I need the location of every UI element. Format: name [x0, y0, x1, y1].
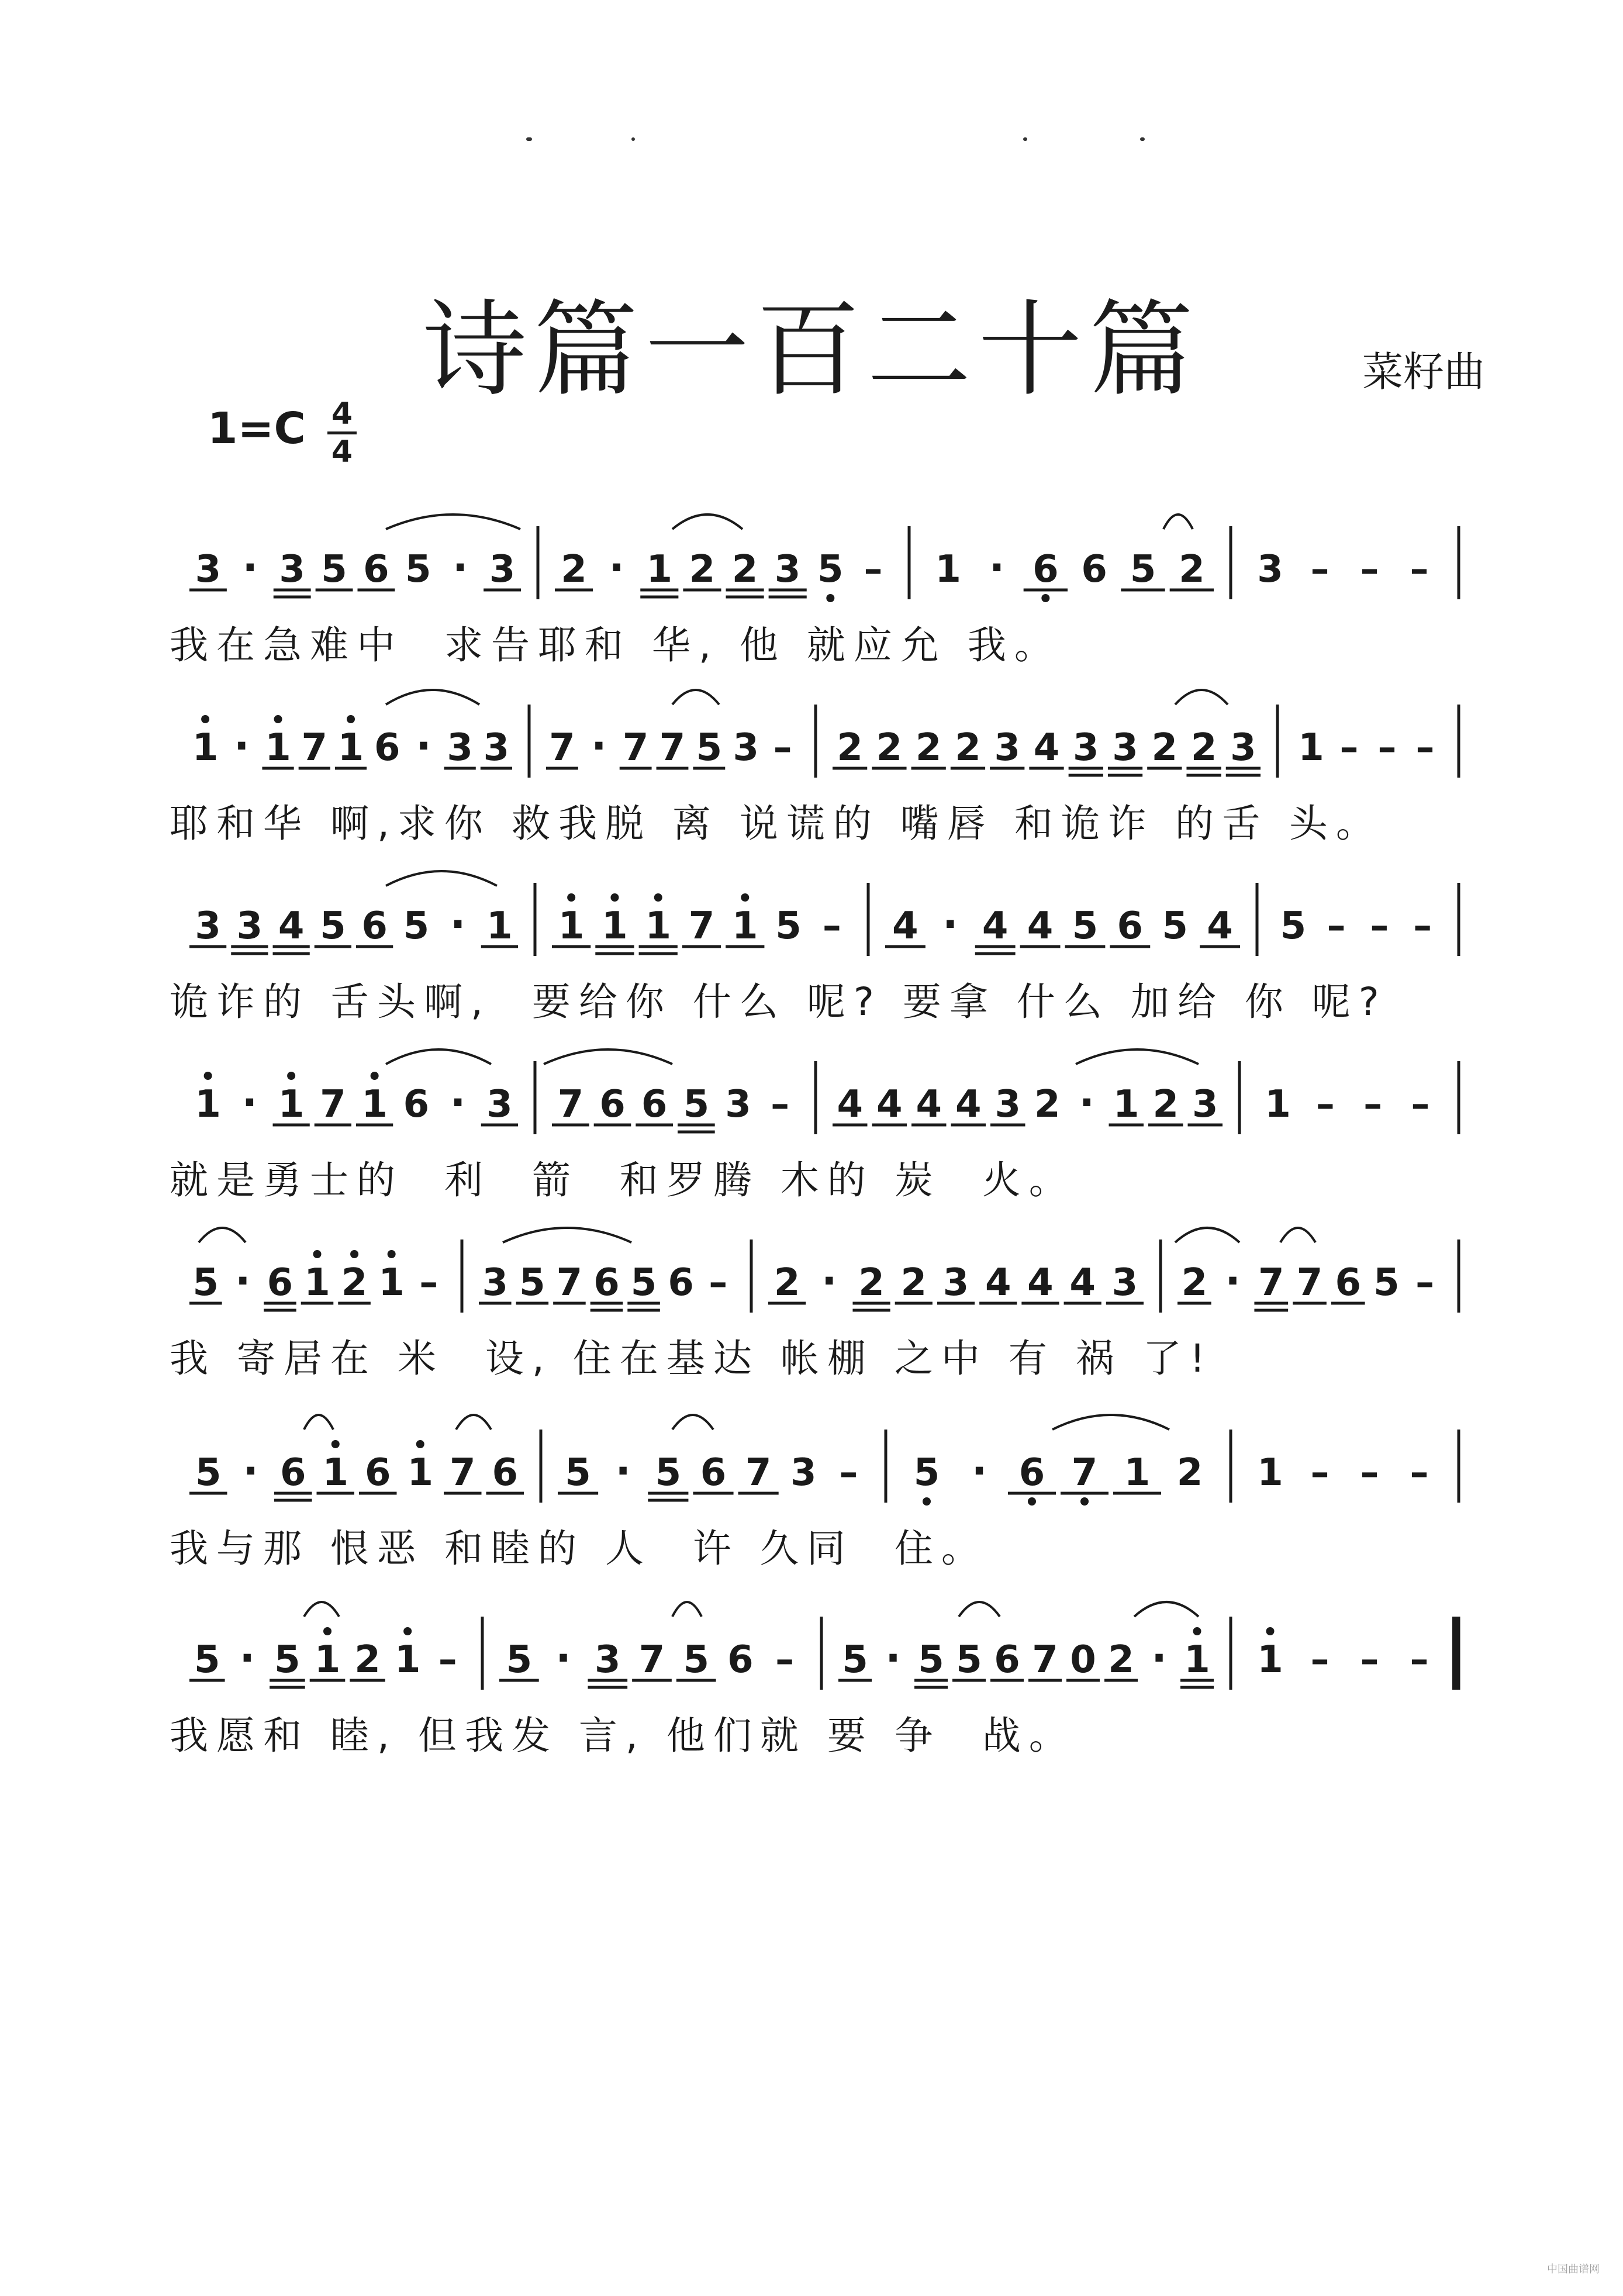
note: 2	[1179, 548, 1205, 591]
note: 7	[745, 1451, 772, 1494]
note: 3	[1192, 1083, 1218, 1126]
slur	[1076, 1049, 1199, 1064]
octave-dot-high	[1193, 1627, 1201, 1635]
note: 1	[265, 726, 291, 769]
note: 6	[1032, 548, 1059, 591]
slur	[199, 1228, 246, 1242]
note: 1	[602, 904, 628, 948]
octave-dot-high	[1266, 1627, 1275, 1635]
slur	[1280, 1228, 1315, 1242]
note: 6	[641, 1083, 668, 1126]
note: 3	[725, 1083, 751, 1126]
slur	[503, 1228, 631, 1242]
lyric-line: 诡诈的 舌头啊, 要给你 什么 呢? 要拿 什么 加给 你 呢?	[170, 979, 1387, 1024]
note: 7	[449, 1451, 476, 1494]
note: ·	[241, 1079, 258, 1127]
note: 7	[1296, 1261, 1323, 1304]
lyric-line: 我与那 恨恶 和睦的 人 许 久同 住。	[170, 1526, 988, 1571]
key-signature: 1=C	[208, 403, 306, 454]
note: 5	[192, 1261, 219, 1304]
note: 1	[407, 1451, 434, 1494]
octave-dot-high	[287, 1072, 295, 1080]
note: 6	[1081, 548, 1107, 591]
note: –	[864, 548, 883, 591]
note: ·	[1151, 1634, 1167, 1682]
slur	[672, 690, 719, 705]
note: 5	[195, 1451, 222, 1494]
note: 1	[337, 726, 364, 769]
note: –	[1413, 904, 1432, 948]
note: 6	[593, 1261, 620, 1304]
note: –	[1410, 1638, 1429, 1682]
composer-credit: 菜籽曲	[1362, 348, 1485, 396]
note: 7	[659, 726, 686, 769]
note: 5	[403, 904, 430, 948]
slur	[1163, 515, 1193, 529]
note: 6	[363, 548, 389, 591]
note: –	[1360, 1451, 1379, 1494]
note: 1	[558, 904, 585, 948]
note: 1	[732, 904, 758, 948]
note: 3	[595, 1638, 621, 1682]
note: 7	[1071, 1451, 1098, 1494]
note: 3	[195, 904, 221, 948]
slur	[1175, 690, 1228, 705]
octave-dot-high	[654, 893, 662, 902]
note: ·	[450, 900, 466, 948]
note: 2	[354, 1638, 381, 1682]
note: 5	[956, 1638, 982, 1682]
note: 1	[1184, 1638, 1210, 1682]
note: 2	[731, 548, 758, 591]
slur	[386, 515, 520, 529]
note: 1	[1298, 726, 1324, 769]
octave-dot-low	[1028, 1497, 1036, 1506]
slur	[1134, 1602, 1199, 1617]
note: 2	[1176, 1451, 1203, 1494]
octave-dot-high	[741, 893, 749, 902]
note: –	[771, 1083, 790, 1126]
note: 5	[913, 1451, 940, 1494]
note: 2	[837, 726, 863, 769]
note: 1	[304, 1261, 330, 1304]
note: ·	[555, 1634, 571, 1682]
note: 1	[378, 1261, 405, 1304]
octave-dot-high	[567, 893, 575, 902]
note: 1	[314, 1638, 341, 1682]
note: 3	[942, 1261, 969, 1304]
note: ·	[243, 1447, 259, 1495]
note: –	[1370, 904, 1389, 948]
note: –	[822, 904, 841, 948]
note: 6	[492, 1451, 519, 1494]
note: 5	[1072, 904, 1099, 948]
note: 3	[279, 548, 305, 591]
note: 1	[361, 1083, 388, 1126]
note: 2	[689, 548, 716, 591]
note: 6	[700, 1451, 727, 1494]
note: 5	[506, 1638, 533, 1682]
note: 7	[549, 726, 575, 769]
note: 5	[519, 1261, 545, 1304]
octave-dot-low	[1080, 1497, 1089, 1506]
slur	[386, 1049, 491, 1064]
octave-dot-high	[371, 1072, 379, 1080]
note: ·	[942, 900, 958, 948]
note: –	[1410, 1451, 1429, 1494]
note: 5	[321, 548, 347, 591]
slur	[672, 515, 743, 529]
note: –	[419, 1261, 438, 1304]
note: 1	[394, 1638, 421, 1682]
note: –	[1310, 1638, 1330, 1682]
note: –	[1315, 1083, 1335, 1126]
note: ·	[452, 544, 468, 592]
octave-dot-high	[331, 1440, 340, 1448]
note: 3	[733, 726, 759, 769]
note: ·	[971, 1447, 987, 1495]
note: 5	[274, 1638, 301, 1682]
slur	[386, 871, 497, 886]
lyric-line: 我愿和 睦, 但我发 言, 他们就 要 争 战。	[170, 1713, 1076, 1758]
note: 3	[790, 1451, 817, 1494]
note: –	[1310, 548, 1330, 591]
note: 4	[1033, 726, 1060, 769]
note: –	[1410, 548, 1429, 591]
note: 7	[301, 726, 328, 769]
note: 5	[918, 1638, 944, 1682]
note: 1	[1124, 1451, 1151, 1494]
slur	[959, 1602, 1000, 1617]
note: 7	[557, 1083, 584, 1126]
note: 3	[1073, 726, 1099, 769]
note: ·	[821, 1257, 837, 1305]
slur	[304, 1415, 333, 1430]
note: ·	[609, 544, 624, 592]
note: ·	[989, 544, 1005, 592]
octave-dot-high	[323, 1627, 331, 1635]
note: 3	[236, 904, 263, 948]
note: ·	[1225, 1257, 1241, 1305]
note: 6	[1117, 904, 1144, 948]
note: 3	[994, 1083, 1021, 1126]
slur	[672, 1415, 713, 1430]
note: 3	[483, 726, 510, 769]
note: 5	[1373, 1261, 1400, 1304]
octave-dot-low	[923, 1497, 931, 1506]
note: ·	[242, 544, 258, 592]
note: 2	[915, 726, 942, 769]
octave-dot-high	[403, 1627, 412, 1635]
note: 6	[668, 1261, 694, 1304]
note: 6	[361, 904, 388, 948]
note: 3	[1111, 1261, 1138, 1304]
note: 5	[655, 1451, 682, 1494]
note: 5	[1162, 904, 1188, 948]
note: 1	[646, 548, 673, 591]
octave-dot-high	[204, 1072, 212, 1080]
note: 1	[1113, 1083, 1139, 1126]
note: 7	[688, 904, 715, 948]
octave-dot-high	[313, 1250, 322, 1258]
slur	[304, 1602, 339, 1617]
note: 2	[900, 1261, 927, 1304]
note: 6	[727, 1638, 754, 1682]
note: ·	[235, 1257, 251, 1305]
note: 5	[696, 726, 723, 769]
note: 1	[1265, 1083, 1291, 1126]
octave-dot-low	[1041, 594, 1049, 602]
page-title: 诗篇一百二十篇	[423, 289, 1200, 410]
note: ·	[615, 1447, 631, 1495]
slur	[1052, 1415, 1169, 1430]
note: 6	[374, 726, 400, 769]
note: 1	[486, 904, 513, 948]
note: 6	[1335, 1261, 1361, 1304]
note: 1	[278, 1083, 305, 1126]
note: 2	[1181, 1261, 1208, 1304]
note: –	[1363, 1083, 1383, 1126]
note: ·	[416, 722, 431, 770]
note: 7	[556, 1261, 583, 1304]
lyric-line: 就是勇士的 利 箭 和罗腾 木的 炭 火。	[170, 1158, 1076, 1203]
note: 1	[1257, 1638, 1283, 1682]
note: 7	[320, 1083, 346, 1126]
slur	[456, 1415, 491, 1430]
note: –	[1339, 726, 1359, 769]
note: 0	[1070, 1638, 1096, 1682]
note: 3	[774, 548, 801, 591]
note: –	[1415, 726, 1435, 769]
note: 6	[267, 1261, 293, 1304]
note: 5	[565, 1451, 591, 1494]
note: 7	[1258, 1261, 1284, 1304]
slur	[672, 1602, 702, 1617]
note: –	[839, 1451, 858, 1494]
note: 7	[1032, 1638, 1058, 1682]
note: 4	[982, 904, 1009, 948]
slur	[544, 1049, 672, 1064]
note: –	[1415, 1261, 1435, 1304]
note: 4	[278, 904, 305, 948]
note: 6	[403, 1083, 430, 1126]
lyric-line: 我 寄居在 米 设, 住在基达 帐棚 之中 有 祸 了!	[170, 1336, 1214, 1381]
note: 4	[892, 904, 918, 948]
note: 2	[1034, 1083, 1061, 1126]
note: 4	[985, 1261, 1011, 1304]
note: 2	[1152, 1083, 1179, 1126]
note: 5	[1280, 904, 1307, 948]
note: 7	[622, 726, 649, 769]
note: –	[1377, 726, 1397, 769]
time-signature-top: 4	[331, 396, 353, 431]
octave-dot-high	[388, 1250, 396, 1258]
note: 5	[1130, 548, 1156, 591]
note: 1	[645, 904, 671, 948]
note: 5	[775, 904, 802, 948]
note: –	[438, 1638, 457, 1682]
note: 4	[955, 1083, 982, 1126]
note: 2	[876, 726, 903, 769]
note: 6	[279, 1451, 306, 1494]
note: 1	[935, 548, 961, 591]
slur	[386, 690, 479, 705]
note: 7	[638, 1638, 665, 1682]
note: 5	[194, 1638, 220, 1682]
note: –	[1411, 1083, 1430, 1126]
note: 5	[817, 548, 844, 591]
note: 3	[489, 548, 516, 591]
lyric-line: 耶和华 啊,求你 救我脱 离 说谎的 嘴唇 和诡诈 的舌 头。	[170, 801, 1383, 846]
octave-dot-high	[347, 715, 355, 723]
note: 3	[195, 548, 222, 591]
octave-dot-high	[201, 715, 209, 723]
note: 4	[837, 1083, 864, 1126]
note: 5	[842, 1638, 868, 1682]
note: 3	[486, 1083, 513, 1126]
slur	[1175, 1228, 1239, 1242]
note: ·	[450, 1079, 466, 1127]
note: –	[1360, 548, 1379, 591]
note: 1	[195, 1083, 221, 1126]
note: –	[1310, 1451, 1330, 1494]
note: 2	[561, 548, 587, 591]
note: 2	[1108, 1638, 1134, 1682]
note: 5	[683, 1638, 709, 1682]
octave-dot-low	[826, 594, 834, 602]
note: 3	[1230, 726, 1256, 769]
note: 5	[683, 1083, 710, 1126]
note: ·	[1079, 1079, 1095, 1127]
note: 3	[994, 726, 1020, 769]
note: 2	[1151, 726, 1178, 769]
note: ·	[591, 722, 607, 770]
note: –	[1360, 1638, 1379, 1682]
octave-dot-high	[350, 1250, 358, 1258]
note: 2	[773, 1261, 800, 1304]
note: 1	[192, 726, 219, 769]
lyric-line: 我在急难中 求告耶和 华, 他 就应允 我。	[170, 623, 1061, 668]
note: 6	[1018, 1451, 1045, 1494]
note: –	[709, 1261, 728, 1304]
note: –	[775, 1638, 795, 1682]
note: 5	[320, 904, 346, 948]
note: 2	[858, 1261, 885, 1304]
note: 2	[341, 1261, 368, 1304]
note: 6	[994, 1638, 1020, 1682]
note: 4	[1027, 904, 1054, 948]
note: 3	[1112, 726, 1138, 769]
note: 2	[1190, 726, 1217, 769]
note: 2	[955, 726, 981, 769]
note: 4	[1207, 904, 1233, 948]
note: ·	[239, 1634, 255, 1682]
note: ·	[234, 722, 250, 770]
note: 4	[876, 1083, 903, 1126]
time-signature-bottom: 4	[331, 434, 353, 469]
note: 1	[1257, 1451, 1283, 1494]
note: 4	[1069, 1261, 1096, 1304]
note: 5	[630, 1261, 657, 1304]
note: –	[1327, 904, 1346, 948]
note: 4	[1027, 1261, 1054, 1304]
octave-dot-high	[274, 715, 282, 723]
octave-dot-high	[610, 893, 619, 902]
note: 6	[364, 1451, 391, 1494]
note: 6	[599, 1083, 626, 1126]
note: 1	[322, 1451, 349, 1494]
note: 3	[447, 726, 473, 769]
note: 4	[916, 1083, 942, 1126]
note: 5	[405, 548, 431, 591]
octave-dot-high	[416, 1440, 424, 1448]
note: ·	[885, 1634, 901, 1682]
watermark: 中国曲谱网	[1547, 2263, 1600, 2276]
note: 3	[482, 1261, 509, 1304]
note: 3	[1257, 548, 1283, 591]
note: –	[773, 726, 792, 769]
